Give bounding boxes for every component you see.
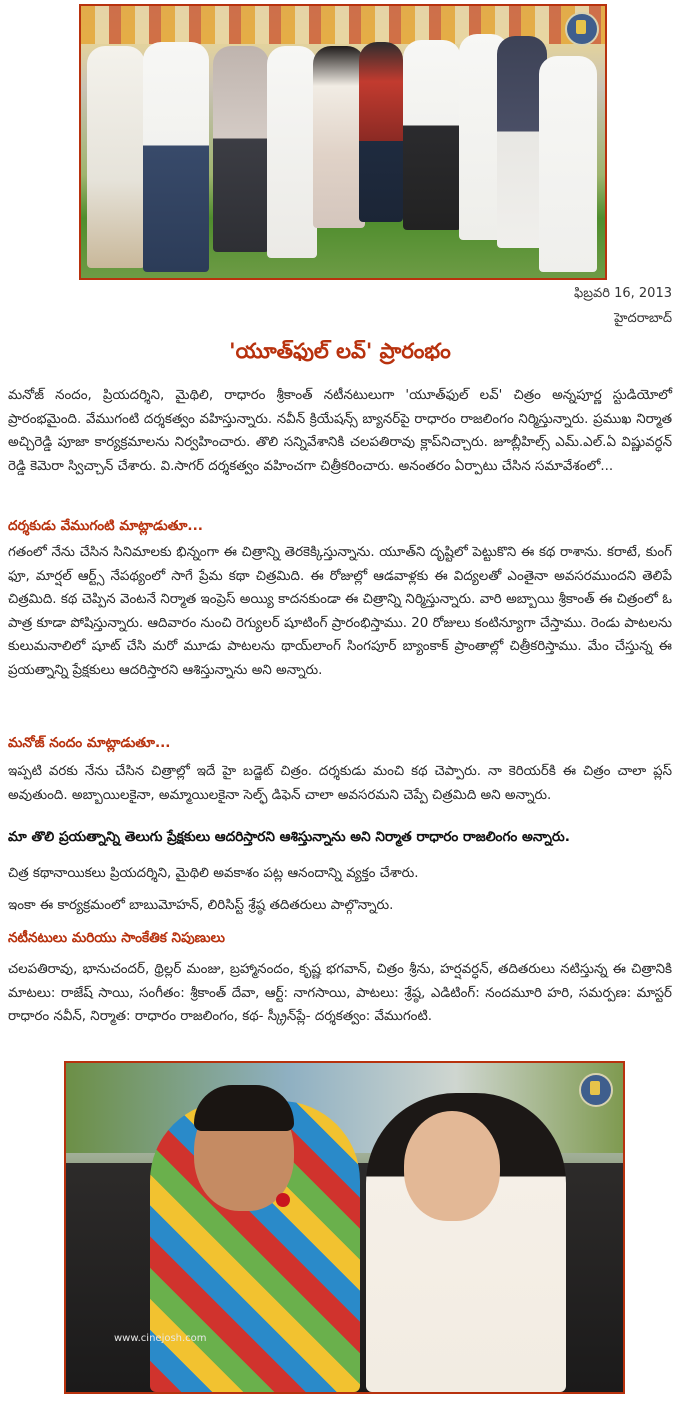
event-guests-paragraph: ఇంకా ఈ కార్యక్రమంలో బాబుమోహన్, లిరిసిస్ట్ శ్రేష్ఠ తదితరులు పాల్గొన్నారు. (8, 898, 394, 913)
article-date: ఫిబ్రవరి 16, 2013 (574, 286, 672, 301)
actor-quote-heading: మనోజ్ నందం మాట్లాడుతూ... (8, 735, 171, 751)
site-watermark: www.cinejosh.com (114, 1333, 207, 1344)
person-figure (213, 46, 269, 252)
article-intro-paragraph: మనోజ్ నందం, ప్రియదర్శిని, మైథిలి, రాధారం శ్రీకాంత్ నటీనటులుగా 'యూత్‌ఫుల్ లవ్' చిత్రం అన్నపూర్ణ స్టుడియోలో ప్రారంభమైంది. వేముగంటి దర్శకత్వం వహిస్తున్నారు. నవీన్ క్రియేషన్స్ బ్యానర్‌పై రాధారం రాజలింగం నిర్మిస్తున్నారు. ప్రముఖ నిర్మాత అచ్చిరెడ్డి పూజా కార్యక్రమాలను నిర్వహించారు. తొలి సన్నివేశానికి చలపతిరావు క్లాప్‌నిచ్చారు. జూబ్లీహిల్స్ ఎమ్.ఎల్.ఏ విష్ణువర్ధన్ రెడ్డి కెమెరా స్విచ్చాన్ చేశారు. వి.సాగర్ దర్శకత్వం వహించగా చిత్రీకరించారు. అనంతరం ఏర్పాటు చేసిన సమావేశంలో... (8, 388, 672, 474)
person-figure (87, 46, 145, 268)
article-title: 'యూత్‌ఫుల్ లవ్' ప్రారంభం (229, 338, 451, 363)
actor-quote-paragraph: ఇప్పటి వరకు నేను చేసిన చిత్రాల్లో ఇదే హై బడ్జెట్ చిత్రం. దర్శకుడు మంచి కథ చెప్పారు. నా కెరియర్‌కి ఈ చిత్రం చాలా ప్లస్ అవుతుంది. అబ్బాయిలకైనా, అమ్మాయిలకైనా సెల్ఫ్ డిఫెన్ చాలా అవసరమని చెప్పే చిత్రమిది అని అన్నారు. (8, 764, 672, 803)
actress-face (404, 1111, 500, 1221)
channel-logo-icon (565, 12, 599, 46)
rose-icon (276, 1193, 290, 1207)
director-quote-paragraph: గతంలో నేను చేసిన సినిమాలకు భిన్నంగా ఈ చిత్రాన్ని తెరకెక్కిస్తున్నాను. యూత్‌ని దృష్టిలో పెట్టుకొని ఈ కథ రాశాను. కరాటే, కుంగ్ ఫూ, మార్షల్ ఆర్ట్స్ నేపథ్యంలో సాగే ప్రేమ కథా చిత్రమిది. ఈ రోజుల్లో ఆడవాళ్లకు ఈ విద్యలతో ఎంతైనా అవసరముందని తెలిపే చిత్రమిది. కథ చెప్పిన వెంటనే నిర్మాత ఇంప్రెస్ అయ్యి కాదనకుండా ఈ చిత్రాన్ని నిర్మిస్తున్నారు. వారి అబ్బాయి శ్రీకాంత్ ఈ చిత్రంలో ఓ పాత్ర కూడా పోషిస్తున్నారు. ఆదివారం నుంచి రెగ్యులర్ షూటింగ్ ప్రారంభిస్తాము. 20 రోజులు కంటిన్యూగా చేస్తాము. రెండు పాటలను కులుమనాలిలో షూట్ చేసి మరో మూడు పాటలను థాయ్‌లాంగ్ సింగపూర్ బ్యాంకాక్ ప్రాంతాల్లో చిత్రీకరిస్తాము. మేం చేస్తున్న ఈ ప్రయత్నాన్ని ప్రేక్షకులు ఆదరిస్తారని ఆశిస్తున్నాను అని అన్నారు. (8, 545, 672, 678)
person-figure (143, 42, 209, 272)
person-figure (313, 46, 365, 228)
producer-quote-paragraph: మా తొలి ప్రయత్నాన్ని తెలుగు ప్రేక్షకులు ఆదరిస్తారని ఆశిస్తున్నాను అని నిర్మాత రాధారం రాజలింగం అన్నారు. (8, 829, 570, 845)
cast-crew-paragraph: చలపతిరావు, భానుచందర్, థ్రిల్లర్ మంజు, బ్రహ్మానందం, కృష్ణ భగవాన్, చిత్రం శ్రీను, హర్షవర్ధన్, తదితరులు నటిస్తున్న ఈ చిత్రానికి మాటలు: రాజేష్ సాయి, సంగీతం: శ్రీకాంత్ దేవా, ఆర్ట్: నాగసాయి, పాటలు: శ్రేష్ఠ, ఎడిటింగ్: నందమూరి హరి, సమర్పణ: మాస్టర్ రాధారం నవీన్, నిర్మాత: రాధారం రాజలింగం, కథ- స్క్రీన్‌ప్లే- దర్శకత్వం: వేముగంటి. (8, 962, 672, 1025)
actress-note-paragraph: చిత్ర కథానాయికలు ప్రియదర్శిని, మైథిలి అవకాశం పట్ల ఆనందాన్ని వ్యక్తం చేశారు. (8, 866, 419, 881)
article-place: హైదరాబాద్ (614, 311, 672, 326)
person-figure (359, 42, 403, 222)
director-quote-heading: దర్శకుడు వేముగంటి మాట్లాడుతూ... (8, 518, 203, 534)
person-figure (539, 56, 597, 272)
person-figure (403, 40, 461, 230)
event-group-photo (79, 4, 607, 280)
cast-crew-heading: నటీనటులు మరియు సాంకేతిక నిపుణులు (8, 930, 225, 946)
person-figure (267, 46, 317, 258)
channel-logo-icon (579, 1073, 613, 1107)
lead-pair-photo (64, 1061, 625, 1394)
